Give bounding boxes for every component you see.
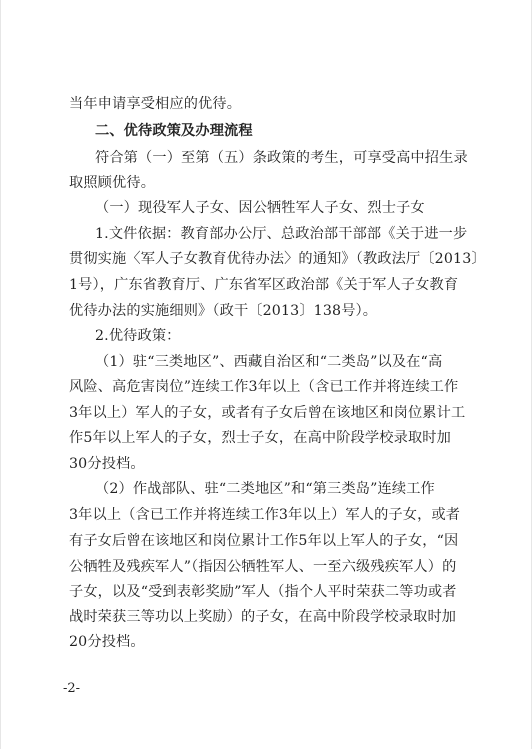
text-line: 3年以上（含已工作并将连续工作3年以上）军人的子女，或者 [69, 507, 461, 523]
subsection-heading: （一）现役军人子女、因公牺牲军人子女、烈士子女 [95, 200, 425, 216]
text-line: 公牺牲及残疾军人”（指因公牺牲军人、一至六级残疾军人）的 [69, 559, 457, 575]
text-line: 子女，以及“受到表彰奖励”军人（指个人平时荣获二等功或者 [69, 584, 457, 600]
text-line: （2）作战部队、驻“二类地区”和“第三类岛”连续工作 [95, 481, 435, 497]
text-line: 20分投档。 [69, 634, 145, 650]
page-number: -2- [63, 681, 81, 696]
text-line: 有子女后曾在该地区和岗位累计工作5年以上军人的子女，“因 [69, 533, 459, 549]
text-line: 风险、高危害岗位”连续工作3年以上（含已工作并将连续工作 [69, 379, 459, 395]
text-line: 战时荣获三等功以上奖励）的子女，在高中阶段学校录取时加 [69, 609, 457, 625]
text-line: 符合第（一）至第（五）条政策的考生，可享受高中招生录 [95, 150, 468, 166]
section-heading: 二、优待政策及办理流程 [95, 123, 253, 139]
text-line: 30分投档。 [69, 456, 145, 472]
text-line: 2.优待政策： [95, 328, 181, 344]
text-line: 优待办法的实施细则》（政干〔2013〕138号）。 [69, 303, 378, 319]
text-line: 1.文件依据：教育部办公厅、总政治部干部部《关于进一步 [95, 226, 468, 242]
text-line: 贯彻实施〈军人子女教育优待办法〉的通知》（教政法厅〔2013〕 [69, 251, 486, 267]
text-line: 3年以上）军人的子女，或者有子女后曾在该地区和岗位累计工 [69, 405, 466, 421]
text-line: 1号），广东省教育厅、广东省军区政治部《关于军人子女教育 [69, 277, 459, 293]
text-line: 当年申请享受相应的优待。 [69, 96, 242, 112]
text-line: 作5年以上军人的子女，烈士子女，在高中阶段学校录取时加 [69, 430, 451, 446]
text-line: 取照顾优待。 [69, 175, 156, 191]
text-line: （1）驻“三类地区”、西藏自治区和“二类岛”以及在“高 [95, 354, 443, 370]
